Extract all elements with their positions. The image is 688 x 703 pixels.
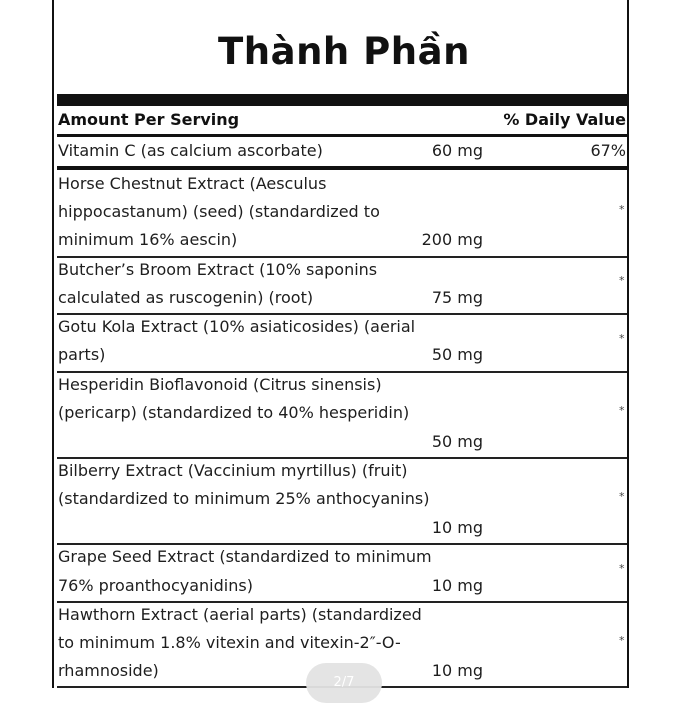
amount-per-serving-header: Amount Per Serving	[58, 110, 240, 129]
row-1-line-2: minimum 16% aescin)	[58, 230, 238, 249]
row-1-line-0: Horse Chestnut Extract (Aesculus	[58, 174, 327, 193]
row-1-amount: 200 mg	[421, 230, 483, 249]
row-1-daily-value: *	[619, 203, 625, 216]
row-5-daily-value: *	[619, 490, 625, 503]
row-6-daily-value: *	[619, 562, 625, 575]
row-7-line-2: rhamnoside)	[58, 661, 159, 680]
row-4-daily-value: *	[619, 404, 625, 417]
row-7-daily-value: *	[619, 634, 625, 647]
row-2-amount: 75 mg	[431, 288, 483, 307]
row-7-line-0: Hawthorn Extract (aerial parts) (standardized	[58, 605, 422, 624]
page-indicator[interactable]: 2/7	[306, 663, 382, 703]
row-5-line-0: Bilberry Extract (Vaccinium myrtillus) (fruit)	[58, 461, 408, 480]
row-4-line-0: Hesperidin Bioflavonoid (Citrus sinensis)	[58, 375, 382, 394]
row-6-amount: 10 mg	[431, 576, 483, 595]
row-5-amount: 10 mg	[431, 518, 483, 537]
row-0-line-0: Vitamin C (as calcium ascorbate)	[58, 141, 323, 160]
row-7-line-1: to minimum 1.8% vitexin and vitexin-2″-O-	[58, 633, 401, 652]
row-3-line-1: parts)	[58, 345, 106, 364]
row-0-daily-value: 67%	[590, 141, 626, 160]
row-2-line-0: Butcher’s Broom Extract (10% saponins	[58, 260, 378, 279]
row-4-line-1: (pericarp) (standardized to 40% hesperidin)	[58, 403, 410, 422]
frame-right-border	[627, 0, 629, 688]
page-title: Thành Phần	[218, 30, 470, 73]
row-2-line-1: calculated as ruscogenin) (root)	[58, 288, 314, 307]
row-4-amount: 50 mg	[431, 432, 483, 451]
row-5-line-1: (standardized to minimum 25% anthocyanins)	[58, 489, 430, 508]
row-1-line-1: hippocastanum) (seed) (standardized to	[58, 202, 380, 221]
frame-left-border	[52, 0, 54, 688]
row-2-daily-value: *	[619, 274, 625, 287]
row-0-amount: 60 mg	[431, 141, 483, 160]
header-thick-bar	[57, 94, 627, 106]
row-7-amount: 10 mg	[431, 661, 483, 680]
daily-value-header: % Daily Value	[503, 110, 626, 129]
row-6-line-0: Grape Seed Extract (standardized to minimum	[58, 547, 432, 566]
row-3-line-0: Gotu Kola Extract (10% asiaticosides) (aerial	[58, 317, 416, 336]
row-3-amount: 50 mg	[431, 345, 483, 364]
row-3-daily-value: *	[619, 332, 625, 345]
row-6-line-1: 76% proanthocyanidins)	[58, 576, 253, 595]
